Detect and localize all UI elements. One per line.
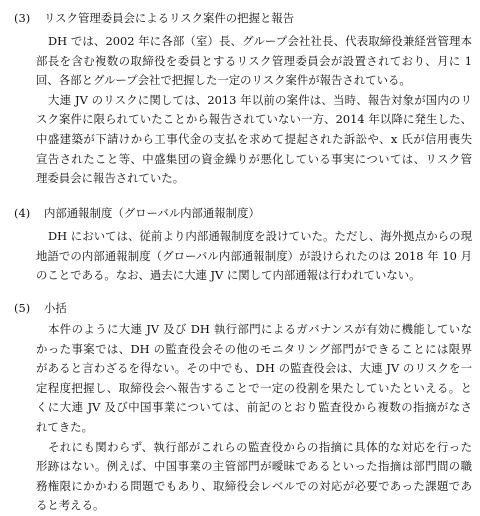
text-line: のことである。なお、過去に大連 JV に関して内部通報は行われていない。 — [36, 268, 421, 283]
section-title: 内部通報制度（グローバル内部通報制度） — [44, 206, 260, 220]
text-line: スク案件に限られていたことから報告されていない一方、2014 年以降に発生した、 — [36, 112, 472, 127]
paragraph — [14, 227, 472, 286]
section-heading — [14, 11, 472, 25]
paragraph — [14, 91, 472, 189]
paragraph — [14, 438, 472, 516]
text-line: かった事案では、DH の監査役会その他のモニタリング部門ができることには限界 — [36, 341, 472, 356]
text-line: DH では、2002 年に各部（室）長、グループ会社社長、代表取締役兼経営管理本 — [48, 34, 472, 48]
text-line: 大連 JV のリスクに関しては、2013 年以前の案件は、当時、報告対象が国内のリ — [48, 92, 472, 107]
text-line: 中盛建築が下請けから工事代金の支払を求めて提起された訴訟や、x 氏が信用喪失 — [36, 131, 472, 146]
section-4 — [14, 206, 472, 286]
section-number: (5) — [14, 301, 31, 315]
text-line: 地語での内部通報制度（グローバル内部通報制度）が設けられたのは 2018 年 10 月 — [36, 248, 472, 263]
text-line: 務権限にかかわる問題でもあり、取締役会レベルでの対応が必要であった課題であ — [36, 478, 472, 493]
text-line: 回、各部とグループ会社で把握した一定のリスク案件が報告されている。 — [36, 73, 411, 88]
section-number: (3) — [14, 11, 31, 25]
text-line: 部長を含む複数の取締役を委員とするリスク管理委員会が設置されており、月に 1 — [36, 53, 472, 68]
section-heading — [14, 301, 472, 315]
text-line: DH においては、従前より内部通報制度を設けていた。ただし、海外拠点からの現 — [48, 229, 472, 243]
text-line: 形跡はない。例えば、中国事業の主管部門が曖昧であるといった指摘は部門間の職 — [36, 459, 472, 474]
section-title: リスク管理委員会によるリスク案件の把握と報告 — [44, 11, 295, 25]
paragraph — [14, 32, 472, 91]
text-line: があると言わざるを得ない。その中でも、DH の監査役会は、大連 JV のリスクを一 — [36, 361, 472, 376]
section-5 — [14, 301, 472, 516]
text-line: 理委員会に報告されていた。 — [36, 171, 185, 186]
section-3 — [14, 11, 472, 189]
text-line: それにも関わらず、執行部がこれらの監査役からの指摘に具体的な対応を行った — [48, 439, 472, 454]
text-line: 宣告されたこと等、中盛集団の資金繰りが悪化している事実については、リスク管 — [36, 151, 472, 166]
text-line: くに大連 JV 及び中国事業については、前記のとおり監査役から複数の指摘がなさ — [36, 400, 472, 415]
text-line: ると考える。 — [36, 498, 105, 513]
section-number: (4) — [14, 206, 31, 220]
text-line: 定程度把握し、取締役会へ報告することで一定の役割を果たしていたといえる。と — [36, 380, 472, 395]
text-line: れてきた。 — [36, 419, 93, 434]
section-title: 小括 — [44, 301, 67, 315]
text-line: 本件のように大連 JV 及び DH 執行部門によるガバナンスが有効に機能していな — [48, 322, 472, 336]
paragraph — [14, 320, 472, 438]
section-heading — [14, 206, 472, 220]
